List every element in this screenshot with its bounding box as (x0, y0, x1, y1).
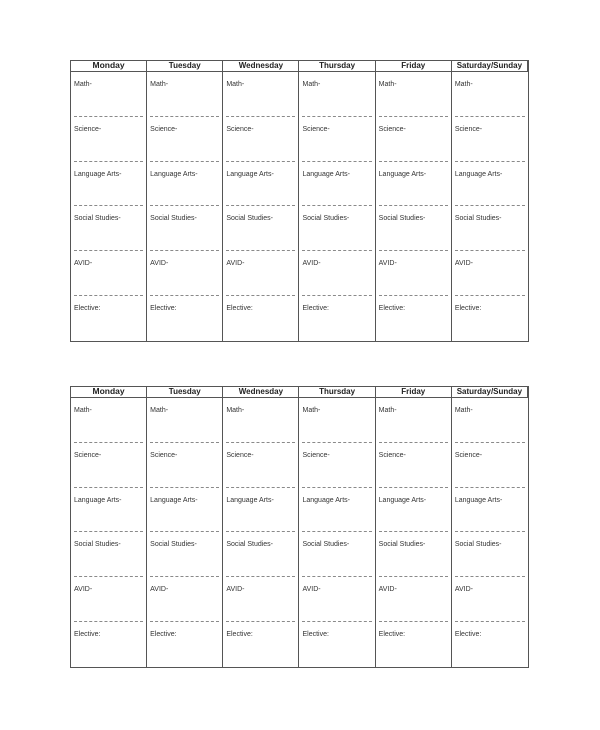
subject-label: Science- (74, 451, 102, 459)
subject-label: Social Studies- (454, 541, 502, 549)
day-column-weekend (452, 398, 528, 667)
subject-slot[interactable] (452, 162, 528, 207)
subject-slot[interactable] (71, 577, 146, 622)
subject-label: Language Arts- (226, 496, 274, 504)
subject-label: Science- (302, 451, 330, 459)
day-header-tuesday: Tuesday (147, 387, 223, 398)
subject-label: AVID- (150, 586, 169, 594)
subject-label: AVID- (378, 260, 397, 268)
subject-label: Language Arts- (226, 170, 274, 178)
subject-slot[interactable] (452, 532, 528, 577)
subject-slot[interactable] (299, 251, 374, 296)
subject-slot[interactable] (299, 398, 374, 443)
day-header-wednesday: Wednesday (223, 387, 299, 398)
day-header-thursday: Thursday (299, 387, 375, 398)
day-column-tuesday (147, 72, 223, 341)
subject-label: Elective: (302, 631, 329, 639)
subject-label: Elective: (454, 631, 482, 639)
subject-slot[interactable] (452, 296, 528, 341)
subject-label: Social Studies- (378, 541, 426, 549)
subject-label: AVID- (226, 586, 245, 594)
subject-label: Language Arts- (378, 170, 427, 178)
subject-slot[interactable] (71, 443, 146, 488)
subject-label: Social Studies- (302, 215, 350, 223)
subject-slot[interactable] (452, 622, 528, 667)
weekly-planner-table (70, 60, 529, 342)
subject-label: Language Arts- (302, 496, 350, 504)
subject-label: Science- (74, 125, 102, 133)
day-column-monday (71, 398, 147, 667)
subject-slot[interactable] (71, 72, 146, 117)
subject-slot[interactable] (452, 251, 528, 296)
subject-slot[interactable] (147, 577, 222, 622)
subject-slot[interactable] (376, 577, 451, 622)
subject-label: AVID- (454, 586, 473, 594)
subject-slot[interactable] (147, 206, 222, 251)
subject-label: Social Studies- (378, 215, 426, 223)
subject-slot[interactable] (299, 162, 374, 207)
subject-label: Language Arts- (150, 496, 198, 504)
subject-slot[interactable] (376, 443, 451, 488)
subject-slot[interactable] (299, 117, 374, 162)
subject-label: Math- (74, 81, 92, 88)
subject-label: Math- (74, 407, 92, 414)
subject-label: Science- (378, 125, 406, 133)
subject-slot[interactable] (223, 72, 298, 117)
subject-slot[interactable] (223, 622, 298, 667)
subject-slot[interactable] (299, 72, 374, 117)
subject-slot[interactable] (376, 532, 451, 577)
day-header-weekend: Saturday/Sunday (452, 387, 528, 398)
subject-label: Math- (378, 81, 397, 88)
subject-label: Math- (150, 81, 169, 88)
subject-label: AVID- (454, 260, 473, 268)
day-header-friday: Friday (376, 387, 452, 398)
subject-label: Language Arts- (302, 170, 350, 178)
subject-label: AVID- (302, 260, 321, 268)
subject-slot[interactable] (299, 296, 374, 341)
day-header-weekend: Saturday/Sunday (452, 61, 528, 72)
subject-label: Language Arts- (74, 496, 122, 504)
subject-slot[interactable] (376, 398, 451, 443)
day-header-monday: Monday (71, 61, 147, 72)
subject-label: Math- (150, 407, 169, 414)
subject-label: AVID- (302, 586, 321, 594)
subject-slot[interactable] (452, 206, 528, 251)
subject-slot[interactable] (71, 532, 146, 577)
subject-label: Language Arts- (378, 496, 427, 504)
weekly-planner-table (70, 386, 529, 668)
day-column-monday (71, 72, 147, 341)
subject-label: Science- (454, 451, 483, 459)
subject-label: Social Studies- (226, 541, 274, 549)
subject-slot[interactable] (376, 296, 451, 341)
day-column-wednesday (223, 72, 299, 341)
subject-label: Language Arts- (74, 170, 122, 178)
subject-slot[interactable] (376, 251, 451, 296)
day-column-friday (376, 398, 452, 667)
subject-slot[interactable] (71, 117, 146, 162)
subject-slot[interactable] (71, 251, 146, 296)
subject-label: Language Arts- (454, 170, 503, 178)
day-column-wednesday (223, 398, 299, 667)
subject-label: AVID- (226, 260, 245, 268)
subject-slot[interactable] (452, 72, 528, 117)
subject-label: Elective: (454, 305, 482, 313)
subject-label: Elective: (226, 305, 253, 313)
subject-slot[interactable] (223, 206, 298, 251)
subject-slot[interactable] (223, 488, 298, 533)
subject-slot[interactable] (147, 251, 222, 296)
day-column-tuesday (147, 398, 223, 667)
subject-label: Math- (226, 81, 245, 88)
subject-label: Elective: (74, 631, 101, 639)
subject-slot[interactable] (71, 296, 146, 341)
subject-label: Math- (226, 407, 245, 414)
subject-slot[interactable] (147, 488, 222, 533)
subject-label: AVID- (150, 260, 169, 268)
subject-label: Math- (302, 81, 321, 88)
subject-slot[interactable] (452, 117, 528, 162)
subject-label: Math- (302, 407, 321, 414)
subject-slot[interactable] (71, 162, 146, 207)
subject-slot[interactable] (376, 488, 451, 533)
subject-slot[interactable] (223, 532, 298, 577)
subject-slot[interactable] (147, 532, 222, 577)
subject-label: Elective: (302, 305, 329, 313)
subject-slot[interactable] (147, 117, 222, 162)
subject-slot[interactable] (452, 488, 528, 533)
subject-label: Science- (226, 125, 254, 133)
subject-label: Science- (226, 451, 254, 459)
subject-slot[interactable] (147, 398, 222, 443)
subject-slot[interactable] (147, 443, 222, 488)
subject-label: Math- (454, 81, 473, 88)
day-column-thursday (299, 398, 375, 667)
subject-label: Social Studies- (74, 541, 121, 549)
subject-label: Math- (454, 407, 473, 414)
subject-label: Math- (378, 407, 397, 414)
subject-label: Language Arts- (150, 170, 198, 178)
subject-slot[interactable] (223, 577, 298, 622)
subject-slot[interactable] (71, 398, 146, 443)
subject-slot[interactable] (299, 443, 374, 488)
subject-label: Social Studies- (150, 215, 197, 223)
subject-slot[interactable] (223, 251, 298, 296)
subject-slot[interactable] (299, 488, 374, 533)
day-header-tuesday: Tuesday (147, 61, 223, 72)
subject-label: Elective: (74, 305, 101, 313)
subject-label: Social Studies- (302, 541, 350, 549)
subject-slot[interactable] (376, 206, 451, 251)
subject-label: Elective: (378, 631, 406, 639)
subject-slot[interactable] (71, 622, 146, 667)
subject-slot[interactable] (452, 577, 528, 622)
subject-slot[interactable] (147, 162, 222, 207)
subject-slot[interactable] (299, 622, 374, 667)
subject-slot[interactable] (71, 206, 146, 251)
subject-slot[interactable] (223, 443, 298, 488)
subject-label: AVID- (378, 586, 397, 594)
subject-label: Science- (378, 451, 406, 459)
day-header-friday: Friday (376, 61, 452, 72)
subject-label: Elective: (378, 305, 406, 313)
subject-label: Science- (302, 125, 330, 133)
subject-label: Social Studies- (226, 215, 274, 223)
subject-slot[interactable] (147, 296, 222, 341)
subject-label: Elective: (226, 631, 253, 639)
subject-label: AVID- (74, 586, 93, 594)
subject-label: Science- (150, 451, 178, 459)
subject-label: Social Studies- (150, 541, 197, 549)
subject-label: Elective: (150, 305, 177, 313)
subject-slot[interactable] (299, 577, 374, 622)
day-column-weekend (452, 72, 528, 341)
subject-label: AVID- (74, 260, 93, 268)
subject-slot[interactable] (223, 296, 298, 341)
subject-label: Science- (454, 125, 483, 133)
subject-label: Language Arts- (454, 496, 503, 504)
day-header-thursday: Thursday (299, 61, 375, 72)
subject-label: Social Studies- (454, 215, 502, 223)
subject-slot[interactable] (299, 206, 374, 251)
subject-slot[interactable] (376, 117, 451, 162)
subject-label: Elective: (150, 631, 177, 639)
subject-slot[interactable] (223, 162, 298, 207)
subject-slot[interactable] (223, 117, 298, 162)
subject-label: Social Studies- (74, 215, 121, 223)
day-column-thursday (299, 72, 375, 341)
subject-label: Science- (150, 125, 178, 133)
subject-slot[interactable] (376, 622, 451, 667)
subject-slot[interactable] (452, 443, 528, 488)
subject-slot[interactable] (376, 72, 451, 117)
subject-slot[interactable] (452, 398, 528, 443)
day-header-monday: Monday (71, 387, 147, 398)
subject-slot[interactable] (376, 162, 451, 207)
day-column-friday (376, 72, 452, 341)
day-header-wednesday: Wednesday (223, 61, 299, 72)
subject-slot[interactable] (223, 398, 298, 443)
subject-slot[interactable] (147, 72, 222, 117)
subject-slot[interactable] (147, 622, 222, 667)
subject-slot[interactable] (71, 488, 146, 533)
subject-slot[interactable] (299, 532, 374, 577)
